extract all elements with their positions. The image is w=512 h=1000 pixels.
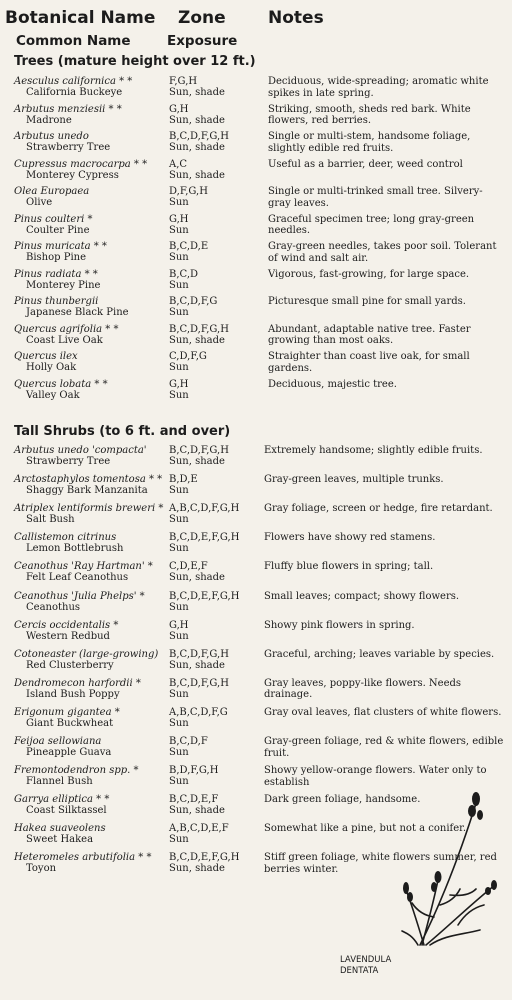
zone-value: B,C,D,F <box>169 736 208 747</box>
botanical-name: Pinus coulteri * <box>14 213 93 225</box>
common-name: Giant Buckwheat <box>26 717 114 729</box>
common-name: Western Redbud <box>26 630 110 642</box>
plant-note: Gray-green leaves, multiple trunks. <box>264 474 444 486</box>
plant-note: Striking, smooth, sheds red bark. White flowers, red berries. <box>268 103 471 126</box>
plant-note: Deciduous, wide-spreading; aromatic white spikes in late spring. <box>268 76 489 99</box>
plant-entry <box>0 351 512 381</box>
plant-note: Single or multi-stem, handsome foliage, slightly edible red fruits. <box>268 131 471 154</box>
exposure-value: Sun, shade <box>169 114 225 126</box>
botanical-name: Arbutus menziesii * * <box>14 103 122 115</box>
section-title-trees: Trees (mature height over 12 ft.) <box>14 54 256 69</box>
exposure-value: Sun <box>169 389 189 401</box>
exposure-value: Sun, shade <box>169 863 225 875</box>
zone-value: D,F,G,H <box>169 186 208 197</box>
plant-note: Graceful, arching; leaves variable by species. <box>264 648 495 660</box>
zone-value: B,C,D,E,F,G,H <box>169 532 240 544</box>
zone-value: B,C,D,F,G <box>169 296 218 307</box>
plant-note: Gray foliage, screen or hedge, fire retardant. <box>264 503 493 515</box>
zone-value: B,C,D,F,G,H <box>169 445 229 456</box>
plant-entry <box>0 561 512 591</box>
plant-note: Gray leaves, poppy-like flowers. Needs drainage. <box>264 677 462 701</box>
common-name: Olive <box>26 197 53 208</box>
common-name: Ceanothus <box>26 601 81 613</box>
botanical-name: Quercus ilex <box>14 351 78 362</box>
plant-entry <box>0 620 512 650</box>
exposure-value: Sun <box>169 514 189 526</box>
plant-entry <box>0 214 512 244</box>
exposure-value: Sun <box>169 717 189 729</box>
botanical-name: Fremontodendron spp. * <box>14 765 139 777</box>
common-name: Strawberry Tree <box>26 456 111 467</box>
plant-note: Flowers have showy red stamens. <box>264 532 436 544</box>
plant-note: Graceful specimen tree; long gray-green needles. <box>268 213 475 236</box>
zone-value: B,D,E <box>169 474 198 486</box>
plant-note: Extremely handsome; slightly edible fruits. <box>264 445 483 456</box>
plant-entry <box>0 159 512 189</box>
plant-entry <box>0 678 512 708</box>
botanical-name: Ceanothus 'Ray Hartman' * <box>14 561 153 573</box>
zone-value: B,D,F,G,H <box>169 765 219 777</box>
botanical-name: Heteromeles arbutifolia * * <box>14 852 152 864</box>
botanical-name: Cotoneaster (large-growing) <box>14 648 159 660</box>
common-name: Japanese Black Pine <box>26 307 129 318</box>
common-name: Flannel Bush <box>26 776 93 788</box>
plant-note: Stiff green foliage, white flowers summer, red berries winter. <box>264 852 497 875</box>
zone-value: A,C <box>169 158 188 170</box>
common-name: Pineapple Guava <box>26 747 112 758</box>
plant-entry <box>0 324 512 354</box>
botanical-name: Pinus muricata * * <box>14 241 107 252</box>
exposure-value: Sun <box>169 747 189 758</box>
exposure-value: Sun <box>169 688 189 700</box>
plant-entry <box>0 445 512 475</box>
common-name: Lemon Bottlebrush <box>26 543 124 555</box>
common-name: Coast Live Oak <box>26 334 103 346</box>
plant-note: Vigorous, fast-growing, for large space. <box>268 268 470 280</box>
botanical-name: Quercus lobata * * <box>14 378 108 390</box>
plant-note: Gray oval leaves, flat clusters of white flowers. <box>264 706 502 718</box>
plant-entry <box>0 241 512 271</box>
zone-value: B,C,D,F,G,H <box>169 648 229 660</box>
exposure-value: Sun, shade <box>169 334 225 346</box>
zone-value: B,C,D,E,F <box>169 794 219 806</box>
botanical-name: Cupressus macrocarpa * * <box>14 158 148 170</box>
lavender-sprig-icon <box>400 785 505 950</box>
exposure-value: Sun <box>169 224 189 236</box>
illustration-caption-line1: LAVENDULA <box>340 955 392 965</box>
exposure-value: Sun <box>169 834 189 846</box>
exposure-value: Sun, shade <box>169 805 225 817</box>
zone-value: A,B,C,D,F,G <box>169 706 228 718</box>
zone-value: G,H <box>169 213 189 225</box>
exposure-value: Sun <box>169 485 189 497</box>
botanical-name: Feijoa sellowiana <box>14 736 102 747</box>
common-name: Valley Oak <box>26 389 80 401</box>
zone-value: B,C,D,F,G,H <box>169 323 229 335</box>
botanical-name: Atriplex lentiformis breweri * <box>14 503 164 515</box>
plant-entry <box>0 707 512 737</box>
illustration-caption-line2: DENTATA <box>340 966 379 976</box>
column-header-exposure: Exposure <box>167 33 238 49</box>
botanical-name: Ceanothus 'Julia Phelps' * <box>14 590 145 602</box>
common-name: Strawberry Tree <box>26 142 111 153</box>
botanical-name: Arbutus unedo <box>14 131 89 142</box>
zone-value: B,C,D <box>169 268 199 280</box>
common-name: Sweet Hakea <box>26 834 94 846</box>
common-name: Red Clusterberry <box>26 659 114 671</box>
botanical-name: Hakea suaveolens <box>14 823 106 835</box>
plant-note: Dark green foliage, handsome. <box>264 794 421 806</box>
plant-note: Single or multi-trinked small tree. Silvery-gray leaves. <box>268 186 483 209</box>
column-header-botanical-name: Botanical Name <box>5 8 156 28</box>
plant-entry <box>0 474 512 504</box>
zone-value: G,H <box>169 378 189 390</box>
botanical-name: Cercis occidentalis * <box>14 619 119 631</box>
plant-note: Somewhat like a pine, but not a conifer. <box>264 823 467 835</box>
botanical-name: Arbutus unedo 'compacta' <box>14 445 147 456</box>
plant-entry <box>0 736 512 766</box>
exposure-value: Sun, shade <box>169 87 225 98</box>
zone-value: A,B,C,D,F,G,H <box>169 503 240 515</box>
plant-entry <box>0 296 512 326</box>
common-name: Coulter Pine <box>26 224 90 236</box>
exposure-value: Sun, shade <box>169 142 225 153</box>
botanical-name: Pinus thunbergii <box>14 296 99 307</box>
zone-value: B,C,D,E <box>169 241 209 252</box>
plant-entry <box>0 649 512 679</box>
exposure-value: Sun <box>169 362 189 373</box>
exposure-value: Sun, shade <box>169 659 225 671</box>
botanical-name: Olea Europaea <box>14 186 90 197</box>
botanical-name: Garrya elliptica * * <box>14 794 110 806</box>
plant-entry <box>0 186 512 216</box>
plant-note: Abundant, adaptable native tree. Faster growing than most oaks. <box>268 323 471 346</box>
exposure-value: Sun <box>169 279 189 291</box>
common-name: Shaggy Bark Manzanita <box>26 485 148 497</box>
zone-value: C,D,F,G <box>169 351 207 362</box>
plant-entry <box>0 131 512 161</box>
zone-value: B,C,D,F,G,H <box>169 677 229 689</box>
common-name: Island Bush Poppy <box>26 688 120 700</box>
plant-entry <box>0 269 512 299</box>
column-header-common-name: Common Name <box>16 33 131 49</box>
exposure-value: Sun <box>169 776 189 788</box>
zone-value: F,G,H <box>169 76 198 87</box>
common-name: Monterey Pine <box>26 279 101 291</box>
plant-note: Straighter than coast live oak, for small gardens. <box>268 351 470 374</box>
plant-entry <box>0 532 512 562</box>
zone-value: B,C,D,F,G,H <box>169 131 229 142</box>
botanical-name: Callistemon citrinus <box>14 532 117 544</box>
exposure-value: Sun <box>169 252 189 263</box>
zone-value: B,C,D,E,F,G,H <box>169 590 240 602</box>
plant-note: Picturesque small pine for small yards. <box>268 296 466 307</box>
plant-note: Showy yellow-orange flowers. Water only to establish <box>264 765 487 788</box>
exposure-value: Sun <box>169 197 189 208</box>
plant-note: Gray-green needles, takes poor soil. Tolerant of wind and salt air. <box>268 241 497 264</box>
botanical-name: Pinus radiata * * <box>14 268 98 280</box>
plant-entry <box>0 104 512 134</box>
common-name: Monterey Cypress <box>26 169 119 181</box>
exposure-value: Sun <box>169 601 189 613</box>
common-name: Salt Bush <box>26 514 75 526</box>
common-name: Coast Silktassel <box>26 805 107 817</box>
plant-note: Deciduous, majestic tree. <box>268 378 397 390</box>
exposure-value: Sun <box>169 307 189 318</box>
exposure-value: Sun, shade <box>169 572 225 584</box>
zone-value: G,H <box>169 103 189 115</box>
section-title-tall-shrubs: Tall Shrubs (to 6 ft. and over) <box>14 424 231 439</box>
plant-note: Gray-green foliage, red & white flowers, edible fruit. <box>264 736 504 759</box>
exposure-value: Sun <box>169 630 189 642</box>
zone-value: G,H <box>169 619 189 631</box>
common-name: Bishop Pine <box>26 252 87 263</box>
plant-entry <box>0 379 512 409</box>
common-name: Felt Leaf Ceanothus <box>26 572 129 584</box>
plant-note: Fluffy blue flowers in spring; tall. <box>264 561 434 573</box>
plant-note: Useful as a barrier, deer, weed control <box>268 158 463 170</box>
column-header-zone: Zone <box>178 8 226 28</box>
zone-value: B,C,D,E,F,G,H <box>169 852 240 864</box>
botanical-name: Dendromecon harfordii * <box>14 677 141 689</box>
exposure-value: Sun, shade <box>169 456 225 467</box>
botanical-name: Erigonum gigantea * <box>14 706 120 718</box>
botanical-name: Quercus agrifolia * * <box>14 323 119 335</box>
common-name: Holly Oak <box>26 362 77 373</box>
plant-entry <box>0 591 512 621</box>
common-name: Madrone <box>26 114 72 126</box>
plant-note: Showy pink flowers in spring. <box>264 619 415 631</box>
zone-value: A,B,C,D,E,F <box>169 823 229 835</box>
botanical-name: Aesculus californica * * <box>14 76 133 87</box>
column-header-notes: Notes <box>268 8 324 28</box>
botanical-name: Arctostaphylos tomentosa * * <box>14 474 163 486</box>
common-name: Toyon <box>26 863 57 875</box>
plant-note: Small leaves; compact; showy flowers. <box>264 590 460 602</box>
plant-entry <box>0 76 512 106</box>
plant-entry <box>0 503 512 533</box>
zone-value: C,D,E,F <box>169 561 208 573</box>
common-name: California Buckeye <box>26 87 123 98</box>
exposure-value: Sun, shade <box>169 169 225 181</box>
exposure-value: Sun <box>169 543 189 555</box>
